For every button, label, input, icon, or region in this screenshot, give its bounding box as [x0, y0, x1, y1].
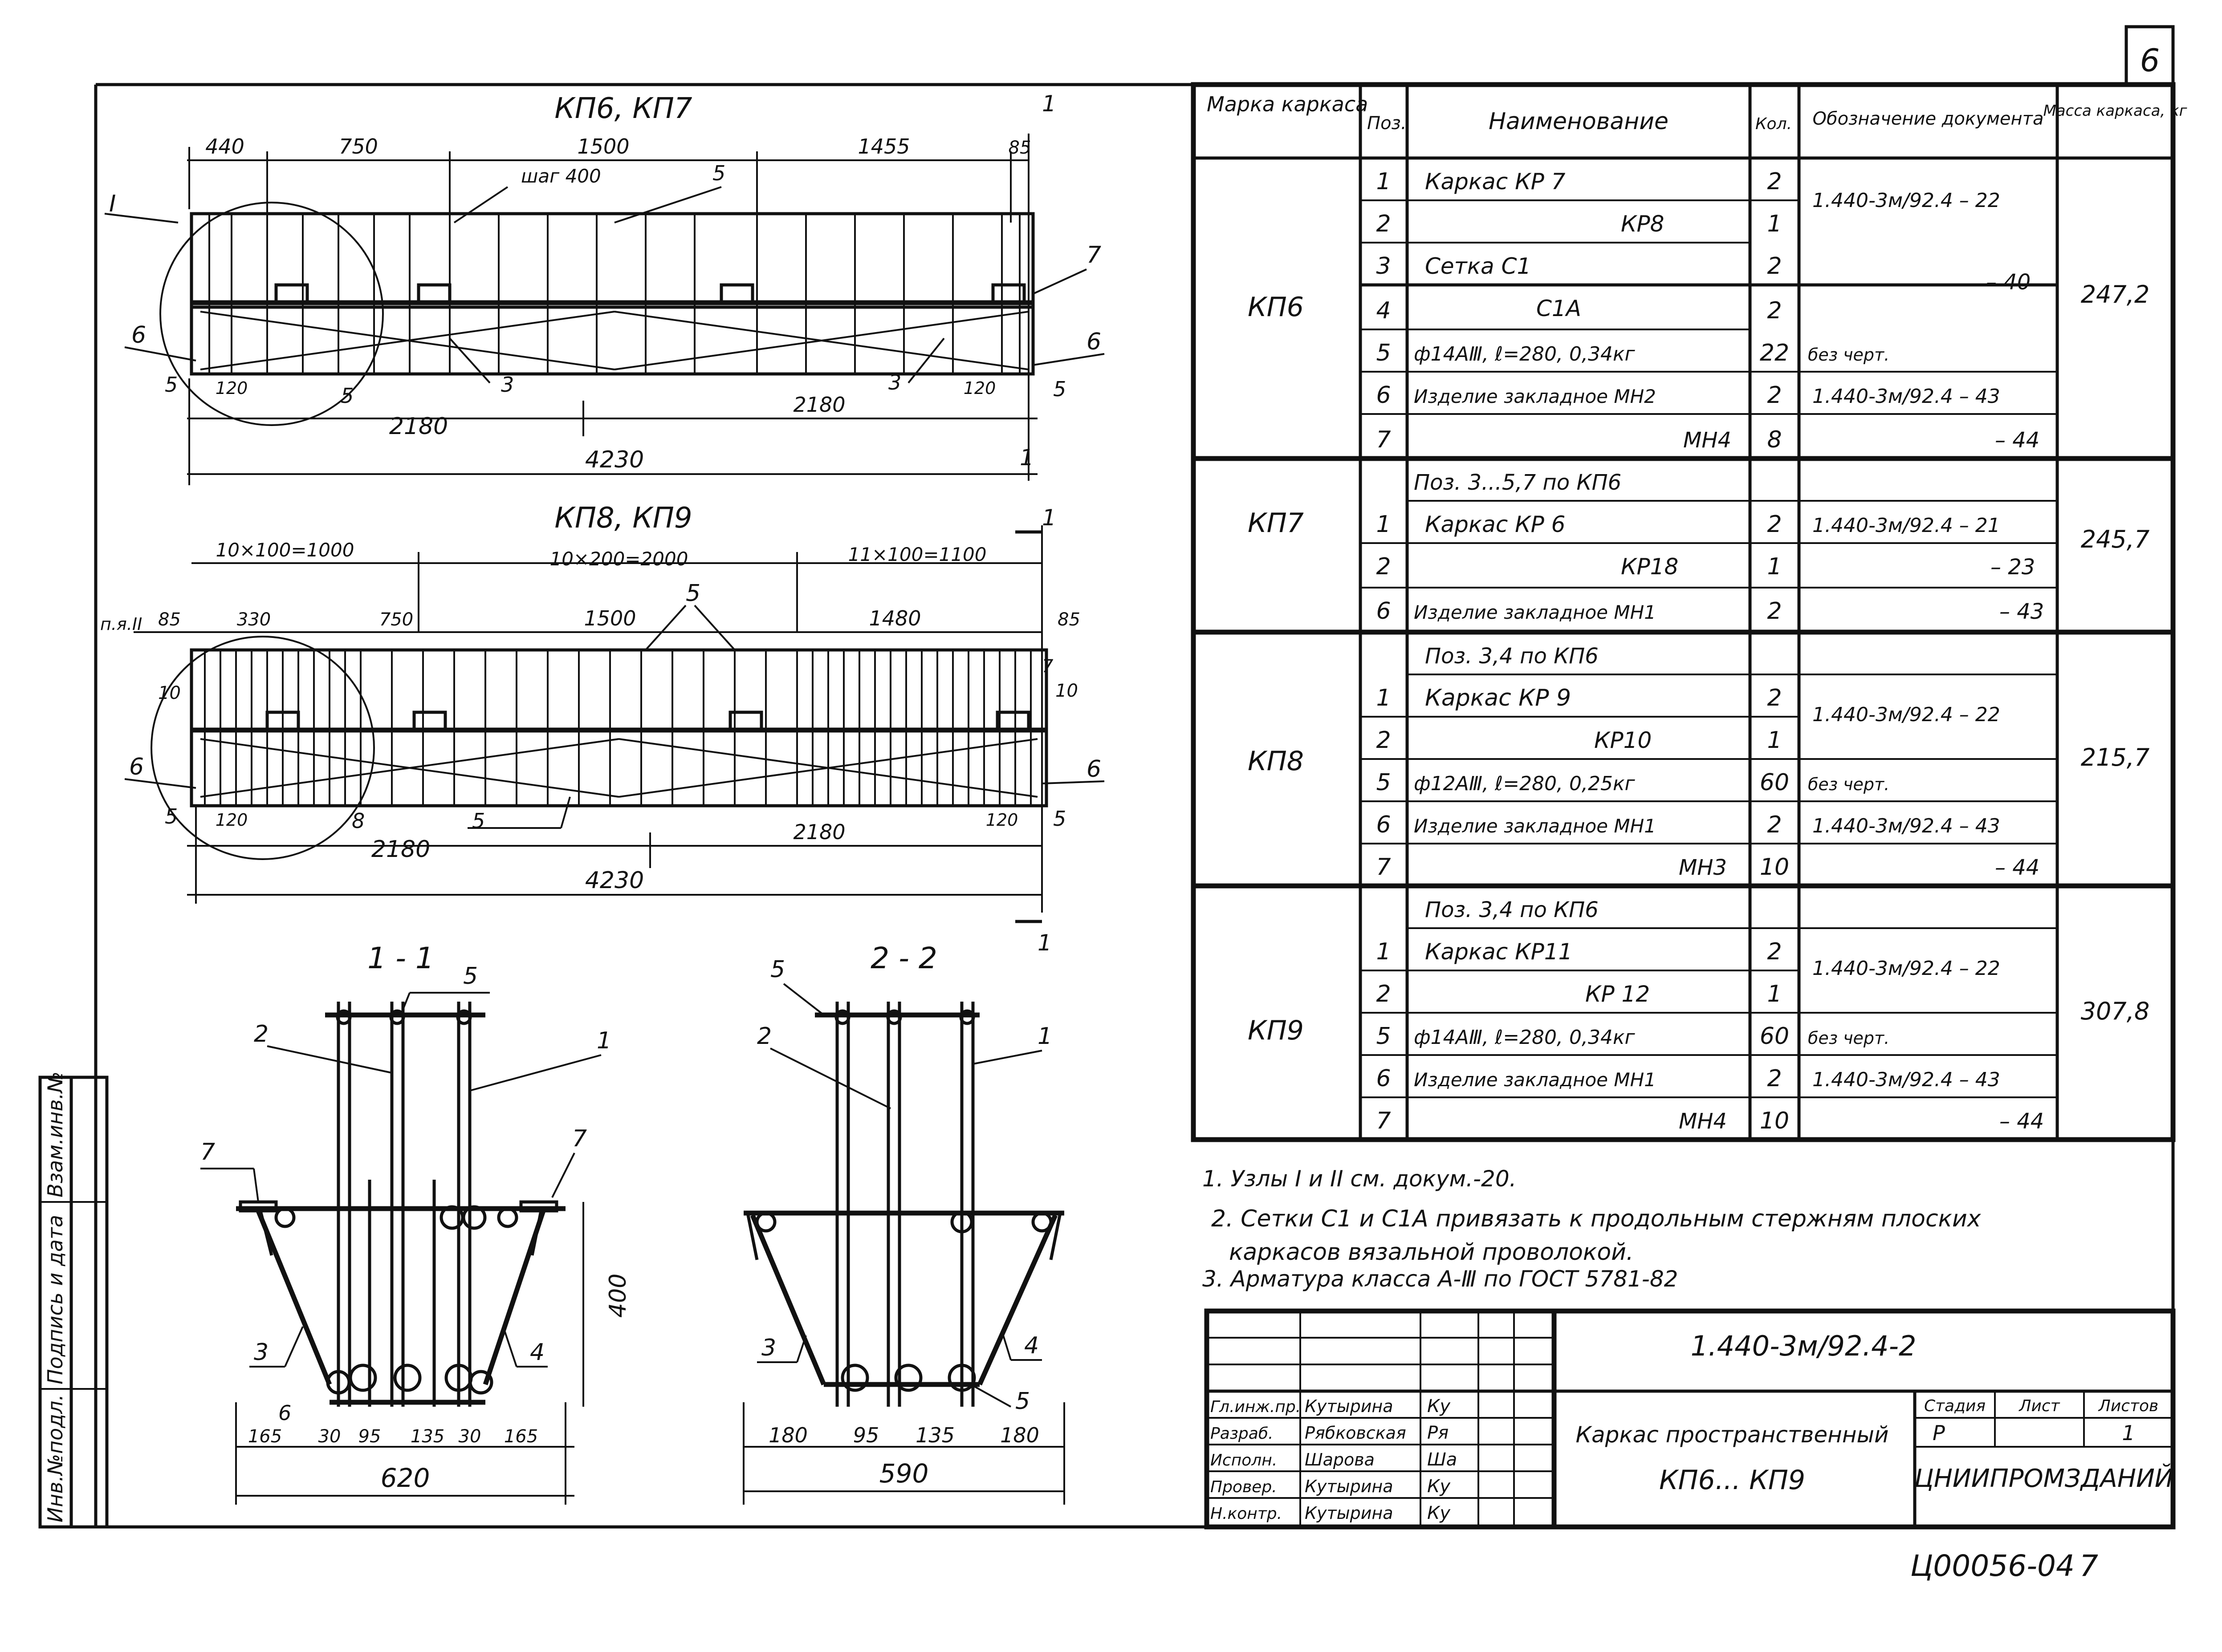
s22-width: 590 — [879, 1458, 929, 1489]
d1-callout-6r: 6 — [1087, 329, 1102, 355]
cell-pos: 5 — [1376, 340, 1391, 366]
s11-dim-165l: 165 — [248, 1426, 282, 1447]
cell-doc: – 44 — [1995, 428, 2040, 453]
cell-doc: – 43 — [1999, 599, 2044, 624]
cell-pos: 7 — [1376, 1108, 1391, 1134]
cell-name: Каркас КР11 — [1425, 939, 1573, 965]
d1-callout-3b: 3 — [888, 370, 902, 394]
cell-doc: 1.440-3м/92.4 – 22 — [1812, 957, 2000, 980]
d1-section-bottom: 1 — [1020, 445, 1034, 471]
th-mass: Масса каркаса, кг — [2043, 102, 2187, 120]
cell-doc: без черт. — [1808, 775, 1890, 794]
group-mass-kp8: 215,7 — [2080, 743, 2150, 771]
cell-name: Поз. 3,4 по КП6 — [1425, 644, 1599, 669]
table-row — [1376, 854, 2039, 881]
cell-pos: 5 — [1376, 1023, 1391, 1050]
cell-pos: 6 — [1376, 1065, 1391, 1092]
cell-name: ф12АⅢ, ℓ=280, 0,25кг — [1414, 772, 1635, 795]
d2-dim-120r: 120 — [985, 810, 1018, 830]
s11-dim-165r: 165 — [504, 1426, 538, 1447]
th-pos: Поз. — [1367, 113, 1407, 134]
cell-pos: 2 — [1376, 981, 1391, 1007]
cell-name: КР 12 — [1585, 981, 1650, 1007]
d2-callout-7: 7 — [1042, 656, 1054, 677]
d1-node-I: I — [109, 191, 116, 217]
th-name: Наименование — [1488, 108, 1669, 135]
cell-qty: 22 — [1759, 340, 1790, 366]
s11-dim-30l: 30 — [318, 1426, 341, 1447]
staff-sign: Ря — [1427, 1423, 1449, 1443]
cell-doc: 1.440-3м/92.4 – 43 — [1812, 385, 2000, 408]
table-row — [1376, 981, 1782, 1007]
cell-doc: – 40 — [1986, 270, 2031, 295]
d1-total: 4230 — [585, 446, 644, 473]
s11-width: 620 — [380, 1463, 430, 1493]
cell-pos: 1 — [1376, 168, 1391, 195]
staff-row — [1210, 1396, 1451, 1417]
cell-name: С1А — [1536, 296, 1581, 321]
staff-sign: Ша — [1427, 1449, 1457, 1470]
note-1: 1. Узлы I и II см. докум.-20. — [1202, 1166, 1517, 1192]
cell-qty: 2 — [1767, 382, 1782, 409]
s22-callout-5b: 5 — [1015, 1388, 1030, 1415]
table-row — [1376, 168, 2000, 212]
d2-dim-750: 750 — [379, 609, 414, 630]
organization: ЦНИИПРОМЗДАНИЙ — [1914, 1464, 2173, 1493]
s22-callout-5: 5 — [770, 956, 785, 983]
cell-doc: 1.440-3м/92.4 – 43 — [1812, 1068, 2000, 1091]
d2-group3: 11×100=1100 — [848, 544, 987, 565]
staff-role: Н.контр. — [1210, 1505, 1282, 1523]
d1-vertical-bars — [209, 214, 1020, 374]
d2-node-label: п.я.II — [100, 614, 142, 634]
staff-row — [1210, 1476, 1451, 1497]
s11-callout-6: 6 — [278, 1401, 292, 1425]
staff-name: Кутырина — [1305, 1477, 1393, 1496]
group-mark-kp8: КП8 — [1248, 746, 1304, 777]
s22-dim-180l: 180 — [769, 1423, 808, 1447]
d2-dim-85r: 85 — [1058, 609, 1080, 630]
section11-title: 1 - 1 — [367, 941, 434, 975]
d1-dim-440: 440 — [205, 134, 244, 158]
cell-doc: 1.440-3м/92.4 – 22 — [1812, 703, 2000, 726]
s22-callout-1: 1 — [1038, 1023, 1053, 1050]
cell-qty: 60 — [1759, 1023, 1790, 1050]
cell-qty: 2 — [1767, 297, 1782, 324]
cell-pos: 2 — [1376, 553, 1391, 580]
sheet-number: 6 — [2140, 42, 2160, 79]
cell-doc: – 44 — [1995, 855, 2040, 880]
s11-callout-7r: 7 — [572, 1125, 587, 1152]
d1-callout-5b: 5 — [341, 384, 354, 408]
d1-dim-750: 750 — [339, 134, 378, 158]
cell-pos: 1 — [1376, 511, 1391, 538]
doc-code: 1.440-3м/92.4-2 — [1690, 1330, 1917, 1362]
cell-pos: 6 — [1376, 598, 1391, 625]
cell-pos: 2 — [1376, 727, 1391, 754]
table-row — [1376, 253, 2031, 295]
sheets-value: 1 — [2122, 1421, 2135, 1445]
cell-name: Изделие закладное МН1 — [1414, 601, 1656, 623]
cell-pos: 2 — [1376, 211, 1391, 237]
group-mass-kp9: 307,8 — [2080, 997, 2150, 1025]
d1-section-top: 1 — [1042, 91, 1056, 117]
drawing-kp8-kp9 — [100, 502, 1104, 956]
cell-pos: 4 — [1376, 297, 1391, 324]
d2-callout-10r: 10 — [1055, 681, 1078, 701]
cell-doc: – 44 — [1999, 1109, 2044, 1134]
cell-doc: без черт. — [1808, 345, 1890, 365]
notes — [1202, 1166, 1982, 1292]
d1-dim-120r: 120 — [963, 378, 996, 398]
staff-sign: Ку — [1427, 1396, 1451, 1417]
sheets-header: Листов — [2098, 1397, 2159, 1415]
d2-dim-120l: 120 — [215, 810, 248, 830]
cell-qty: 8 — [1767, 426, 1782, 453]
d2-callout-5m: 5 — [472, 809, 485, 833]
footer-code: Ц00056-04 — [1910, 1549, 2075, 1583]
d1-step-label: шаг 400 — [521, 165, 601, 187]
cell-name: ф14АⅢ, ℓ=280, 0,34кг — [1414, 343, 1635, 365]
d1-dim-2180r: 2180 — [793, 393, 846, 417]
note-2: 2. Сетки С1 и С1А привязать к продольным стержням плоских — [1211, 1206, 1981, 1232]
d1-dim-1500: 1500 — [577, 134, 630, 158]
table-row — [1376, 685, 2000, 726]
table-row — [1376, 598, 2044, 625]
staff-name: Рябковская — [1305, 1423, 1406, 1443]
title-block — [1207, 1311, 2173, 1527]
cell-qty: 1 — [1767, 727, 1782, 754]
cell-doc: – 23 — [1990, 555, 2035, 580]
th-doc: Обозначение документа — [1812, 109, 2044, 129]
group-mass-kp7: 245,7 — [2080, 525, 2150, 553]
section22-title: 2 - 2 — [871, 941, 937, 975]
cell-pos: 7 — [1376, 854, 1391, 881]
cell-name: Каркас КР 7 — [1425, 169, 1566, 195]
cell-name: МН4 — [1679, 1109, 1727, 1134]
group-mark-kp6: КП6 — [1248, 292, 1304, 323]
cell-pos: 6 — [1376, 382, 1391, 409]
table-row — [1376, 1065, 2000, 1092]
d1-callout-5l: 5 — [165, 373, 178, 397]
cell-pos: 1 — [1376, 938, 1391, 965]
group-mark-kp7: КП7 — [1248, 507, 1304, 539]
cell-name: КР8 — [1621, 211, 1664, 237]
sheet-header: Лист — [2019, 1397, 2060, 1415]
s22-dim-180r: 180 — [1000, 1423, 1039, 1447]
cell-qty: 2 — [1767, 598, 1782, 625]
d2-callout-6r: 6 — [1087, 756, 1102, 783]
table-row — [1376, 938, 2000, 980]
drawing-kp6-kp7 — [105, 91, 1104, 485]
d2-callout-10l: 10 — [158, 683, 181, 703]
cell-doc: без черт. — [1808, 1028, 1890, 1048]
cell-qty: 2 — [1767, 253, 1782, 280]
d1-callout-6l: 6 — [131, 322, 147, 349]
staff-sign: Ку — [1427, 1503, 1451, 1523]
d1-dim-2180l: 2180 — [389, 413, 448, 440]
stage-header: Стадия — [1924, 1397, 1986, 1415]
section-1-1 — [200, 941, 631, 1505]
d2-group1: 10×100=1000 — [216, 539, 354, 561]
d1-dim-1455: 1455 — [858, 134, 910, 158]
d2-section-bottom: 1 — [1038, 930, 1052, 956]
object-marks: КП6... КП9 — [1659, 1465, 1806, 1496]
cell-pos: 5 — [1376, 769, 1391, 796]
s22-callout-3: 3 — [761, 1335, 777, 1361]
cell-qty: 2 — [1767, 168, 1782, 195]
d2-dim-1500: 1500 — [584, 606, 636, 630]
s11-dim-30r: 30 — [458, 1426, 481, 1447]
s11-dim-95: 95 — [358, 1426, 381, 1447]
staff-role: Разраб. — [1210, 1425, 1274, 1443]
group-mark-kp9: КП9 — [1248, 1015, 1304, 1046]
s11-callout-4: 4 — [530, 1339, 545, 1366]
cell-doc: 1.440-3м/92.4 – 43 — [1812, 815, 2000, 837]
staff-row — [1210, 1423, 1449, 1443]
footer-page: 7 — [2080, 1549, 2098, 1583]
cell-doc: 1.440-3м/92.4 – 22 — [1812, 189, 2000, 212]
staff-row — [1210, 1503, 1451, 1523]
cell-name: Поз. 3...5,7 по КП6 — [1414, 470, 1622, 495]
spec-table — [1193, 85, 2188, 1140]
note-2b: каркасов вязальной проволокой. — [1229, 1239, 1634, 1266]
d2-dim-2180r: 2180 — [793, 820, 846, 844]
cell-name: МН3 — [1679, 855, 1727, 880]
cell-name: Изделие закладное МН2 — [1414, 386, 1656, 407]
d1-dim-120l: 120 — [215, 378, 248, 398]
s22-callout-4: 4 — [1024, 1332, 1039, 1359]
object-name: Каркас пространственный — [1575, 1422, 1889, 1448]
side-stamp-inv: Инв.№подл. — [43, 1394, 67, 1522]
table-row — [1376, 727, 1782, 754]
side-stamp-sign: Подпись и дата — [43, 1214, 67, 1384]
th-mark: Марка каркаса — [1207, 92, 1368, 116]
cell-name: Сетка С1 — [1425, 253, 1531, 279]
cell-doc: 1.440-3м/92.4 – 21 — [1812, 514, 2000, 537]
staff-name: Кутырина — [1305, 1503, 1393, 1523]
cell-qty: 60 — [1759, 769, 1790, 796]
cell-qty: 1 — [1767, 553, 1782, 580]
d2-callout-8: 8 — [352, 809, 365, 833]
cell-name: Изделие закладное МН1 — [1414, 815, 1656, 837]
staff-name: Кутырина — [1305, 1396, 1393, 1416]
table-row — [1376, 1108, 2044, 1134]
s22-callout-2: 2 — [757, 1023, 772, 1050]
table-row — [1376, 769, 1889, 796]
cell-qty: 2 — [1767, 685, 1782, 711]
section-2-2 — [744, 941, 1064, 1505]
s11-callout-7l: 7 — [200, 1139, 216, 1165]
table-row — [1376, 812, 2000, 838]
d2-total: 4230 — [585, 867, 644, 894]
cell-name: Каркас КР 9 — [1425, 685, 1571, 711]
s11-callout-5: 5 — [463, 963, 478, 990]
table-row — [1376, 296, 1782, 324]
s11-dim-135: 135 — [410, 1426, 445, 1447]
cell-name: Изделие закладное МН1 — [1414, 1069, 1656, 1091]
table-row — [1376, 426, 2039, 453]
drawing1-title: КП6, КП7 — [554, 92, 692, 125]
staff-role: Исполн. — [1210, 1451, 1278, 1469]
table-row — [1425, 644, 1599, 669]
d1-callout-3a: 3 — [501, 373, 514, 397]
cell-pos: 7 — [1376, 426, 1391, 453]
staff-name: Шарова — [1305, 1450, 1375, 1469]
d2-dim-2180l: 2180 — [371, 836, 431, 863]
staff-role: Гл.инж.пр. — [1210, 1398, 1301, 1416]
cell-name: Поз. 3,4 по КП6 — [1425, 897, 1599, 922]
d1-callout-5r: 5 — [1053, 377, 1066, 401]
cell-qty: 2 — [1767, 938, 1782, 965]
table-row — [1376, 553, 2035, 580]
drawing2-title: КП8, КП9 — [554, 502, 692, 535]
note-3: 3. Арматура класса А-Ⅲ по ГОСТ 5781-82 — [1202, 1266, 1678, 1292]
cell-qty: 2 — [1767, 511, 1782, 538]
cell-pos: 3 — [1376, 253, 1391, 280]
cell-name: КР18 — [1621, 554, 1679, 580]
cell-qty: 10 — [1759, 854, 1790, 881]
s11-callout-2: 2 — [254, 1021, 269, 1047]
staff-sign: Ку — [1427, 1476, 1451, 1497]
cell-name: Каркас КР 6 — [1425, 511, 1566, 537]
cell-qty: 2 — [1767, 812, 1782, 838]
stage-value: Р — [1933, 1421, 1945, 1445]
d2-dim-330: 330 — [236, 609, 271, 630]
th-qty: Кол. — [1755, 115, 1792, 133]
cell-name: МН4 — [1683, 428, 1732, 453]
table-row — [1425, 897, 1599, 922]
group-mass-kp6: 247,2 — [2080, 280, 2150, 308]
d1-dim-85: 85 — [1008, 138, 1031, 158]
table-row — [1376, 340, 1889, 366]
d2-section-top: 1 — [1042, 505, 1056, 531]
cell-name: КР10 — [1594, 727, 1652, 753]
cell-name: ф14АⅢ, ℓ=280, 0,34кг — [1414, 1026, 1635, 1049]
s11-callout-3: 3 — [254, 1339, 269, 1366]
table-row — [1376, 211, 1782, 237]
cell-pos: 1 — [1376, 685, 1391, 711]
s11-callout-1: 1 — [597, 1027, 612, 1054]
s11-height: 400 — [605, 1273, 631, 1318]
s22-dim-95: 95 — [853, 1423, 879, 1447]
d1-callout-5a: 5 — [712, 161, 726, 185]
d2-callout-5l: 5 — [165, 804, 178, 828]
d2-group2: 10×200=2000 — [549, 548, 688, 570]
cell-qty: 10 — [1759, 1108, 1790, 1134]
staff-role: Провер. — [1210, 1478, 1277, 1496]
d2-callout-5r: 5 — [1053, 807, 1066, 831]
d2-callout-5: 5 — [686, 580, 701, 607]
table-row — [1376, 382, 2000, 409]
cell-qty: 1 — [1767, 981, 1782, 1007]
d2-dim-85l: 85 — [158, 609, 181, 630]
side-stamp-replace: Взам.инв.№ — [43, 1071, 67, 1197]
cell-qty: 2 — [1767, 1065, 1782, 1092]
table-row — [1376, 511, 2000, 538]
table-row — [1376, 1023, 1889, 1050]
d2-callout-6l: 6 — [129, 754, 144, 780]
s22-dim-135: 135 — [916, 1423, 955, 1447]
cell-pos: 6 — [1376, 812, 1391, 838]
d1-callout-7: 7 — [1087, 242, 1102, 268]
cell-qty: 1 — [1767, 211, 1782, 237]
d2-dim-1480: 1480 — [869, 606, 921, 630]
table-row — [1414, 470, 1621, 495]
